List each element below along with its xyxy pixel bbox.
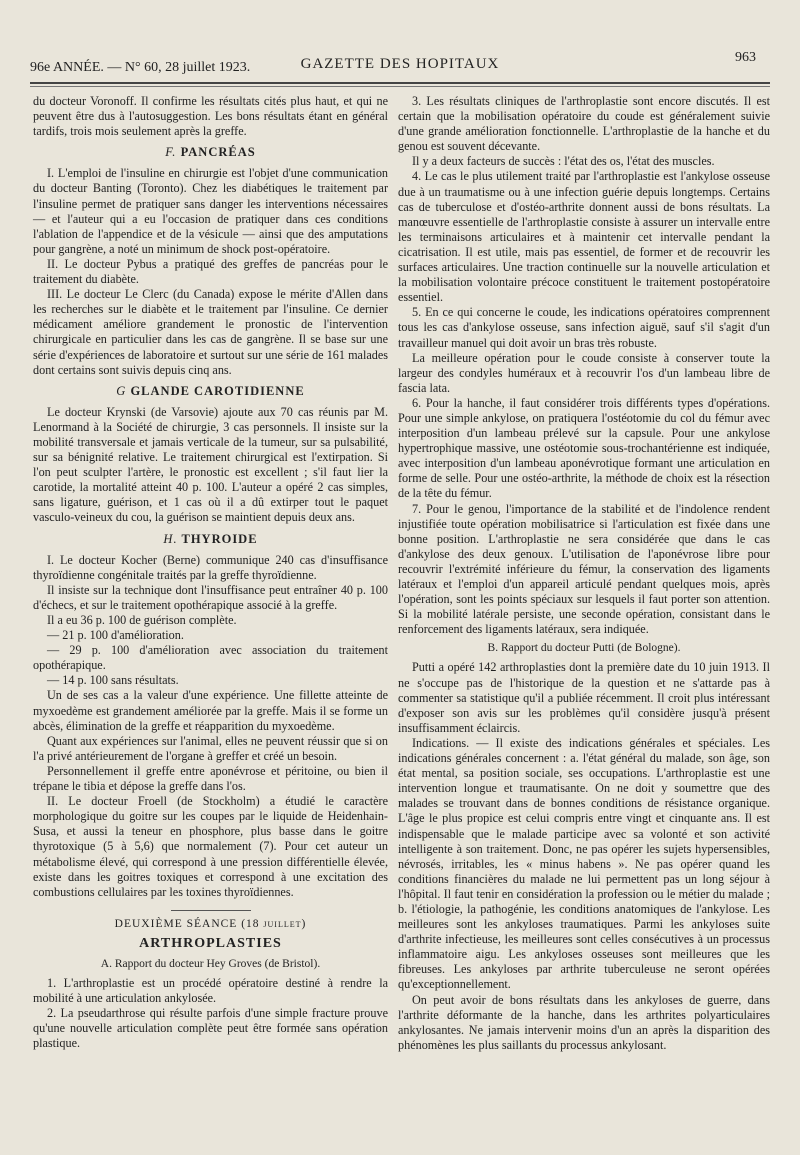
paragraph: 1. L'arthroplastie est un procédé opératoire destiné à rendre la mobilité à une articulation ankylosée. — [33, 976, 388, 1006]
paragraph: 3. Les résultats cliniques de l'arthroplastie sont encore discutés. Il est certain que la mobilisation opératoire du coude est généralement suivie d'une grande amélioration fonctionnelle. L'arthroplastie de la hanche et du genou est souvent décevante. — [398, 94, 770, 154]
paragraph: Putti a opéré 142 arthroplasties dont la première date du 10 juin 1913. Il ne s'occupe pas de l'historique de la question et ne s'attarde pas à commenter sa statistique qu'il a publiée récemment. Il croit plus intéressant d'exposer son avis sur les problèmes qu'il considère jusqu'à présent insuffisamment éclaircis. — [398, 660, 770, 735]
paragraph: II. Le docteur Froell (de Stockholm) a étudié le caractère morphologique du goitre sur les coupes par le liquide de Heidenhain-Susa, et aussi la teneur en phosphore, plus basse dans le goitre thyrotoxique (5 à 5,6) que normalement (7). Pour cet auteur un métabolisme élevé, qui correspond à une pression différentielle élevée, existe dans les goitres toxiques et correspond à une excitation des combustions cellulaires par les toxines thyroïdiennes. — [33, 794, 388, 899]
paragraph: Un de ses cas a la valeur d'une expérience. Une fillette atteinte de myxoedème est grandement améliorée par la greffe. Mais il se forme un abcès, élimination de la greffe et réapparition du myxoedème. — [33, 688, 388, 733]
issue-info: 96e ANNÉE. — N° 60, 28 juillet 1923. — [30, 60, 251, 75]
section-heading-pancreas: F. PANCRÉAS — [165, 145, 256, 160]
section-heading-carotid: G GLANDE CAROTIDIENNE — [116, 383, 305, 398]
divider — [171, 910, 251, 911]
session-heading: DEUXIÈME SÉANCE (18 juillet) — [114, 917, 307, 930]
paragraph: 4. Le cas le plus utilement traité par l'arthroplastie est l'ankylose osseuse due à un traumatisme ou à une infection guérie depuis longtemps. Certains cas de tuberculose et d'ostéo-arthrite donnent aussi de bons résultats. La manœuvre essentielle de l'arthroplastie consiste à assurer un intervalle entre les terminaisons articulaires et à maintenir cet intervalle pendant la cicatrisation. Il est utile, mais pas essentiel, de former et de recouvrir les surfaces articulaires. Une traction continuelle sur la nouvelle articulation et la mobilisation volontaire précoce constituent le traitement postopératoire essentiel. — [398, 169, 770, 305]
paragraph: I. Le docteur Kocher (Berne) communique 240 cas d'insuffisance thyroïdienne congénitale traités par la greffe thyroïdienne. — [33, 552, 388, 582]
paragraph: Indications. — Il existe des indications générales et spéciales. Les indications générales concernent : a. l'état général du malade, son âge, son état mental, sa position sociale, ses occupations. L'arthroplastie est une intervention longue et traumatisante. On ne doit y soumettre que des malades se trouvant dans de bonnes conditions de résistance organique. L'âge le plus propice est celui compris entre vingt et cinquante ans. Il est indispensable que le malade participe avec sa volonté et son activité intelligente à son traitement. Donc, ne pas opérer les sujets hypersensibles, névrosés, irritables, les « minus habens ». Ne pas opérer quand les conditions financières du malade ne lui permettent pas un long séjour à l'hôpital. Il faut tenir en considération la profession ou le métier du malade ; b. l'étiologie, la pathogénie, les conditions anatomiques de l'ankylose. Les meilleures sont les ankyloses traumatiques. Parmi les ankyloses suite d'arthrite infectieuse, les meilleures sont celles consécutives à un processus inflammatoire aigu. Les ankyloses osseuses sont meilleures que les fibreuses. Les ankyloses par arthrite tuberculeuse ne seront opérées qu'exceptionnellement. — [398, 735, 770, 992]
section-heading-arthroplasties: ARTHROPLASTIES — [139, 935, 282, 951]
page-header — [30, 50, 770, 80]
paragraph: On peut avoir de bons résultats dans les ankyloses de guerre, dans l'arthrite déformante de la hanche, dans les arthrites polyarticulaires ankylosantes. Ne jamais intervenir moins d'un an après la disparition des phénomènes les plus saillants du processus ankylosant. — [398, 992, 770, 1052]
paragraph: du docteur Voronoff. Il confirme les résultats cités plus haut, et qui ne peuvent être dus à l'autosuggestion. Les bons résultats étant en général tardifs, trois mois seulement après la greffe. — [33, 94, 388, 139]
paragraph: Personnellement il greffe entre aponévrose et péritoine, ou bien il trépane le tibia et dépose la greffe dans l'os. — [33, 763, 388, 794]
paragraph: 5. En ce qui concerne le coude, les indications opératoires comprennent tous les cas d'ankylose osseuse, sans infection aiguë, sauf s'il s'agit d'un travailleur manuel qui doit avoir un bras très robuste. — [398, 305, 770, 350]
header-rule-thin — [30, 86, 770, 87]
paragraph: Quant aux expériences sur l'animal, elles ne peuvent réussir que si on l'a privé antérieurement de l'organe à greffer et créé un besoin. — [33, 733, 388, 763]
report-heading: A. Rapport du docteur Hey Groves (de Bristol). — [100, 957, 321, 970]
journal-title: GAZETTE DES HOPITAUX — [300, 56, 500, 72]
paragraph: Il a eu 36 p. 100 de guérison complète. — [47, 613, 237, 627]
paragraph: 7. Pour le genou, l'importance de la stabilité et de l'indolence rendent injustifiée toute opération mobilisatrice si l'articulation est fixée dans une bonne position. L'arthroplastie ne sera considérée que dans le cas d'ankylose des deux genoux. L'utilisation de l'aponévrose libre pour recouvrir l'extrémité inférieure du fémur, la conservation des ligaments latéraux et l'emploi d'un appareil articulé pendant quelques mois, après l'opération, sont les points spéciaux sur lesquels il faut porter son attention. Si la mobilité latérale persiste, une seconde opération, consistant dans le renforcement des ligaments latéraux, sera indiquée. — [398, 501, 770, 637]
paragraph: — 21 p. 100 d'amélioration. — [47, 628, 184, 643]
paragraph: — 29 p. 100 d'amélioration avec association du traitement opothérapique. — [33, 643, 388, 673]
report-heading: B. Rapport du docteur Putti (de Bologne). — [487, 642, 681, 655]
paragraph: Le docteur Krynski (de Varsovie) ajoute aux 70 cas réunis par M. Lenormand à la Société de chirurgie, 3 cas personnels. Il insiste sur la mobilité transversale et jamais verticale de la tumeur, sur sa pulsabilité, sur sa bénignité relative. Le traitement chirurgical est l'extirpation. Si l'on peut sculpter l'artère, le pronostic est excellent ; s'il faut lier la carotide, la mortalité atteint 40 p. 100. L'auteur a opéré 2 cas simples, sans ligature, guérison, et 1 cas où il a dû extirper tout le paquet vasculo-veineux du cou, la guérison se maintient depuis deux ans. — [33, 404, 388, 525]
paragraph: 2. La pseudarthrose qui résulte parfois d'une simple fracture prouve qu'une nouvelle articulation complète peut être formée sans opération plastique. — [33, 1006, 388, 1051]
paragraph: Il insiste sur la technique dont l'insuffisance peut entraîner 40 p. 100 d'échecs, et sur le traitement opothérapique associé à la greffe. — [33, 582, 388, 612]
section-heading-thyroid: H. THYROIDE — [163, 531, 258, 546]
header-rule — [30, 82, 770, 84]
paragraph: La meilleure opération pour le coude consiste à conserver toute la largeur des condyles huméraux et à recouvrir l'os d'un lambeau libre de fascia lata. — [398, 350, 770, 395]
paragraph: I. L'emploi de l'insuline en chirurgie est l'objet d'une communication du docteur Banting (Toronto). Chez les diabétiques le traitement par l'insuline permet de pratiquer sans danger les interventions nécessaires — et l'auteur qui a eu l'occasion de pratiquer dans ces conditions l'ablation de l'appendice et de la vésicule — ainsi que des amputations pour gangrène, a noté un minimum de shock post-opératoire. — [33, 166, 388, 256]
left-column — [33, 94, 388, 1052]
paragraph: 6. Pour la hanche, il faut considérer trois différents types d'opérations. Pour une simple ankylose, on pratiquera l'ostéotomie du col du fémur avec interposition d'un lambeau prélevé sur la capsule. Pour une ankylose hypertrophique massive, une ostéotomie sous-trochantérienne est indiquée, avec interposition d'un lambeau aponévrotique formant une articulation en forme de selle. Pour une ostéo-arthrite, la méthode de choix est la résection de la tête du fémur. — [398, 395, 770, 501]
right-column — [398, 94, 770, 1053]
paragraph: Il y a deux facteurs de succès : l'état des os, l'état des muscles. — [412, 154, 715, 169]
page-number: 963 — [735, 50, 756, 65]
paragraph: III. Le docteur Le Clerc (du Canada) expose le mérite d'Allen dans les recherches sur le diabète et le traitement par l'insuline. Ce dernier médicament améliore grandement le pronostic de l'intervention chirurgicale en particulier dans les cas de gangrène. Il se base sur une série d'expériences de laboratoire et surtout sur une série de 161 malades dont certains sont suivis depuis cinq ans. — [33, 287, 388, 377]
paragraph: II. Le docteur Pybus a pratiqué des greffes de pancréas pour le traitement du diabète. — [33, 256, 388, 287]
paragraph: — 14 p. 100 sans résultats. — [47, 673, 179, 688]
